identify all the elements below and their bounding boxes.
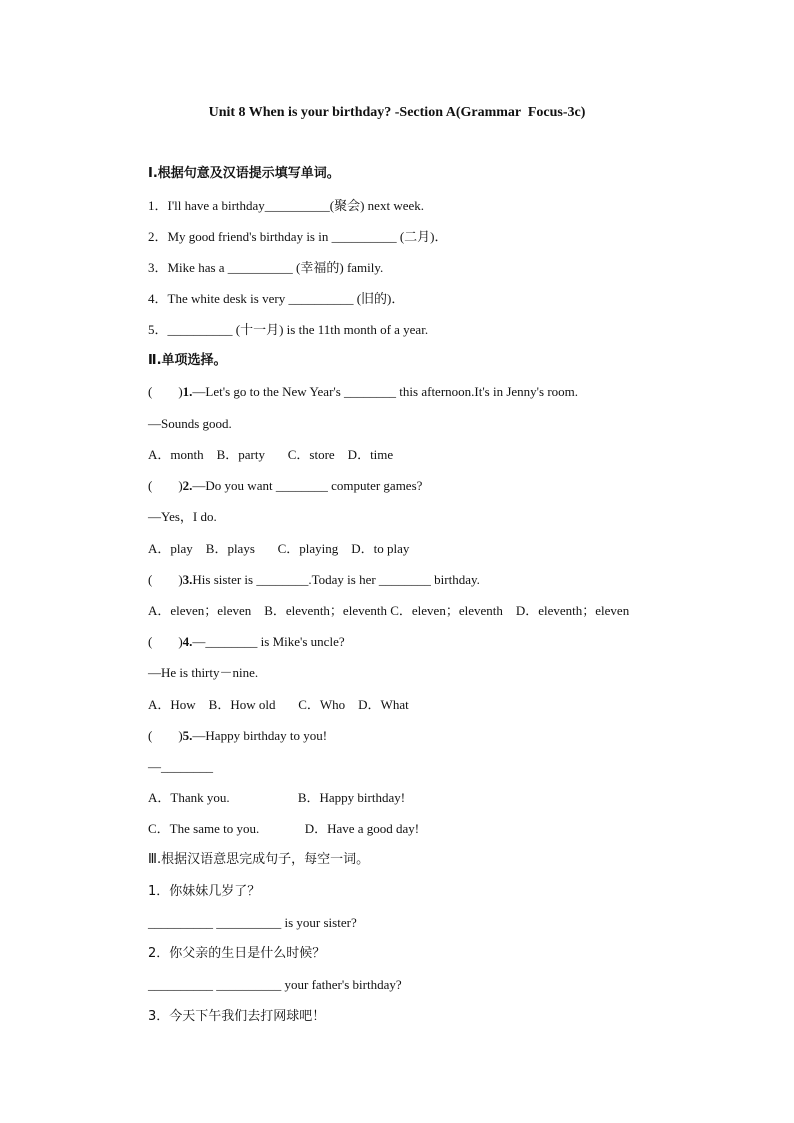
s3-item-3-cn: 3．今天下午我们去打网球吧！: [148, 1009, 326, 1024]
q1-options: A．month B．party C．store D．time: [148, 447, 394, 462]
question-number: 5.: [182, 728, 193, 743]
s3-item-2-cn: 2．你父亲的生日是什么时候？: [148, 946, 326, 961]
q2-reply: —Yes，I do.: [148, 509, 217, 524]
answer-bracket: ( ): [148, 572, 183, 587]
question-text: —________ is Mike's uncle?: [192, 634, 345, 649]
q2-stem: [148, 478, 422, 494]
q5-options-row-1: A．Thank you. B．Happy birthday!: [148, 790, 406, 805]
question-number: 4.: [182, 634, 193, 649]
s1-item-3: 3．Mike has a __________ (幸福的) family.: [148, 260, 384, 275]
s1-item-2: 2．My good friend's birthday is in __________ (二月)．: [148, 229, 448, 244]
q3-stem: [148, 572, 480, 588]
answer-bracket: ( ): [148, 384, 183, 399]
s3-item-1-en: __________ __________ is your sister?: [148, 915, 357, 930]
answer-bracket: ( ): [148, 478, 183, 493]
question-text: —Let's go to the New Year's ________ this afternoon.It's in Jenny's room.: [192, 384, 579, 399]
q5-options-row-2: C．The same to you. D．Have a good day!: [148, 821, 420, 836]
s1-item-1: 1．I'll have a birthday__________(聚会) next week.: [148, 198, 424, 213]
section-1-heading: Ⅰ.根据句意及汉语提示填写单词。: [148, 166, 340, 181]
s1-item-4: 4．The white desk is very __________ (旧的)．: [148, 291, 405, 306]
question-text: —Do you want ________ computer games?: [192, 478, 423, 493]
question-text: —Happy birthday to you!: [192, 728, 328, 743]
q5-stem: [148, 728, 327, 744]
question-text: His sister is ________.Today is her ________ birthday.: [192, 572, 480, 587]
q5-reply: —________: [148, 759, 213, 774]
answer-bracket: ( ): [148, 728, 183, 743]
q1-stem: [148, 384, 578, 400]
s1-item-5: 5．__________ (十一月) is the 11th month of a year.: [148, 322, 429, 337]
question-number: 2.: [182, 478, 193, 493]
question-number: 3.: [182, 572, 193, 587]
q3-options: A．eleven；eleven B．eleventh；eleventh C．eleven；eleventh D．eleventh；eleven: [148, 603, 630, 618]
section-2-heading: Ⅱ.单项选择。: [148, 353, 227, 368]
question-number: 1.: [182, 384, 193, 399]
page-title: Unit 8 When is your birthday? -Section A(Grammar Focus-3c): [208, 105, 586, 120]
q4-options: A．How B．How old C．Who D．What: [148, 697, 409, 712]
s3-item-1-cn: 1．你妹妹几岁了？: [148, 884, 261, 899]
q4-stem: [148, 634, 345, 650]
s3-item-2-en: __________ __________ your father's birthday?: [148, 977, 402, 992]
q4-reply: —He is thirty－nine.: [148, 665, 259, 680]
answer-bracket: ( ): [148, 634, 183, 649]
q2-options: A．play B．plays C．playing D．to play: [148, 541, 410, 556]
section-3-heading: Ⅲ.根据汉语意思完成句子，每空一词。: [148, 852, 370, 867]
q1-reply: —Sounds good.: [148, 416, 232, 431]
